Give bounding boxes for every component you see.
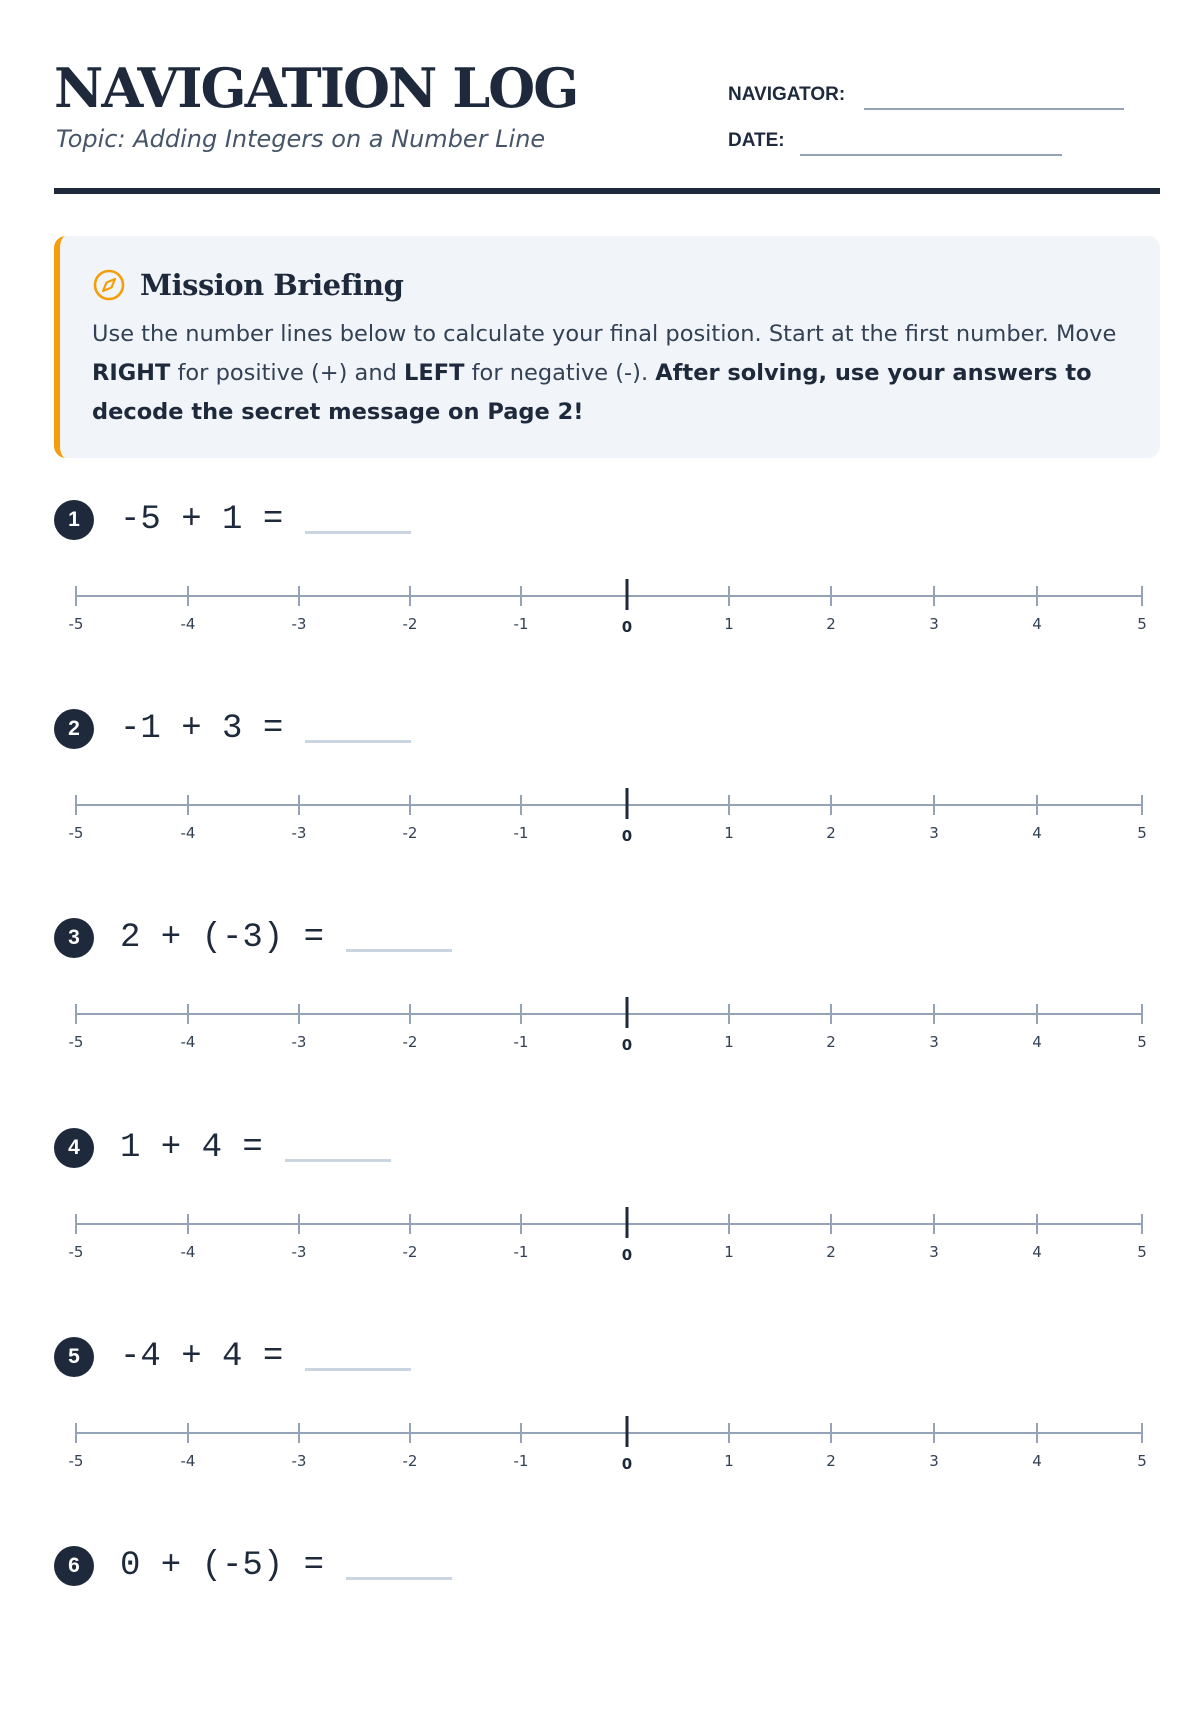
- tick-label: 4: [1032, 1033, 1042, 1051]
- page-title: NAVIGATION LOG: [54, 56, 578, 120]
- problem-header: [54, 1128, 391, 1168]
- briefing-title: Mission Briefing: [140, 268, 404, 302]
- number-line: [54, 976, 1160, 1056]
- tick-label: 2: [826, 615, 836, 633]
- tick-label: 3: [929, 1243, 939, 1261]
- tick-label: -1: [513, 1243, 529, 1261]
- tick-label: 5: [1137, 1452, 1147, 1470]
- tick-label: 2: [826, 1452, 836, 1470]
- problem-number-badge: 6: [54, 1546, 94, 1586]
- page-subtitle: Topic: Adding Integers on a Number Line: [56, 125, 546, 153]
- tick-label: 0: [621, 1246, 633, 1264]
- tick-label: -2: [402, 615, 418, 633]
- answer-blank[interactable]: [285, 1159, 391, 1162]
- tick-label: 4: [1032, 1452, 1042, 1470]
- briefing-text-part: for negative (-).: [464, 360, 656, 386]
- answer-blank[interactable]: [305, 740, 411, 743]
- tick-label: 5: [1137, 1243, 1147, 1261]
- problem-number-badge: 4: [54, 1128, 94, 1168]
- tick-label: -1: [513, 1033, 529, 1051]
- tick-label: -4: [180, 1033, 196, 1051]
- problem-equation: -5 + 1 =: [120, 501, 284, 539]
- tick-label: -5: [68, 1452, 84, 1470]
- problem-number-badge: 5: [54, 1337, 94, 1377]
- briefing-heading: [92, 268, 403, 302]
- tick-label: 4: [1032, 1243, 1042, 1261]
- problem-4: [54, 1128, 1160, 1318]
- problem-equation: 0 + (-5) =: [120, 1547, 325, 1585]
- compass-icon: [92, 268, 126, 302]
- tick-label: -5: [68, 1033, 84, 1051]
- tick-label: -4: [180, 1452, 196, 1470]
- number-line: [54, 767, 1160, 847]
- tick-label: -5: [68, 824, 84, 842]
- briefing-text-part: Use the number lines below to calculate your final position. Start at the first number. Move: [92, 321, 1117, 347]
- tick-label: 2: [826, 824, 836, 842]
- tick-label: 4: [1032, 824, 1042, 842]
- problem-header: [54, 1546, 452, 1586]
- problem-number-badge: 2: [54, 709, 94, 749]
- tick-label: 1: [724, 824, 734, 842]
- navigator-label: NAVIGATOR:: [728, 84, 846, 105]
- tick-label: -1: [513, 1452, 529, 1470]
- problem-header: [54, 709, 411, 749]
- tick-label: -2: [402, 1033, 418, 1051]
- tick-label: -5: [68, 615, 84, 633]
- tick-label: -3: [291, 1452, 307, 1470]
- tick-label: 3: [929, 1033, 939, 1051]
- date-label: DATE:: [728, 130, 785, 151]
- navigator-field[interactable]: [864, 108, 1124, 110]
- tick-label: -3: [291, 1033, 307, 1051]
- problem-5: [54, 1337, 1160, 1527]
- tick-label: -2: [402, 1452, 418, 1470]
- tick-label: 3: [929, 1452, 939, 1470]
- problem-3: [54, 918, 1160, 1108]
- tick-label: 1: [724, 615, 734, 633]
- tick-label: 3: [929, 824, 939, 842]
- problem-header: [54, 918, 452, 958]
- briefing-left-word: LEFT: [404, 360, 465, 386]
- tick-label: 1: [724, 1452, 734, 1470]
- tick-label: -1: [513, 824, 529, 842]
- tick-label: 4: [1032, 615, 1042, 633]
- mission-briefing-panel: [54, 236, 1160, 458]
- tick-label: 3: [929, 615, 939, 633]
- problem-equation: 1 + 4 =: [120, 1129, 263, 1167]
- briefing-instruction-bold: After solving, use your answers to decode the secret message on Page 2!: [92, 360, 1092, 425]
- answer-blank[interactable]: [346, 1577, 452, 1580]
- problem-6: [54, 1546, 1160, 1736]
- worksheet-header: [54, 0, 1160, 194]
- worksheet-page: [54, 0, 1160, 1600]
- problem-header: [54, 1337, 411, 1377]
- answer-blank[interactable]: [346, 949, 452, 952]
- problem-number-badge: 3: [54, 918, 94, 958]
- briefing-text: [92, 315, 1132, 432]
- tick-label: -1: [513, 615, 529, 633]
- tick-label: -3: [291, 1243, 307, 1261]
- problem-header: [54, 500, 411, 540]
- tick-label: -2: [402, 1243, 418, 1261]
- tick-label: 0: [621, 1455, 633, 1473]
- tick-label: 0: [621, 1036, 633, 1054]
- tick-label: -2: [402, 824, 418, 842]
- tick-label: -4: [180, 824, 196, 842]
- problem-2: [54, 709, 1160, 899]
- tick-label: 2: [826, 1033, 836, 1051]
- briefing-text-part: for positive (+) and: [170, 360, 405, 386]
- briefing-right-word: RIGHT: [92, 360, 171, 386]
- tick-label: -4: [180, 615, 196, 633]
- tick-label: 5: [1137, 1033, 1147, 1051]
- number-line: [54, 558, 1160, 638]
- tick-label: -3: [291, 824, 307, 842]
- answer-blank[interactable]: [305, 1368, 411, 1371]
- date-field[interactable]: [800, 154, 1062, 156]
- problem-equation: 2 + (-3) =: [120, 919, 325, 957]
- answer-blank[interactable]: [305, 531, 411, 534]
- header-divider: [54, 188, 1160, 194]
- tick-label: 2: [826, 1243, 836, 1261]
- number-line: [54, 1186, 1160, 1266]
- tick-label: -3: [291, 615, 307, 633]
- problem-equation: -1 + 3 =: [120, 710, 284, 748]
- tick-label: -4: [180, 1243, 196, 1261]
- tick-label: -5: [68, 1243, 84, 1261]
- problem-1: [54, 500, 1160, 690]
- tick-label: 1: [724, 1033, 734, 1051]
- problem-equation: -4 + 4 =: [120, 1338, 284, 1376]
- tick-label: 0: [621, 618, 633, 636]
- tick-label: 5: [1137, 824, 1147, 842]
- number-line: [54, 1395, 1160, 1475]
- tick-label: 1: [724, 1243, 734, 1261]
- tick-label: 5: [1137, 615, 1147, 633]
- tick-label: 0: [621, 827, 633, 845]
- problem-number-badge: 1: [54, 500, 94, 540]
